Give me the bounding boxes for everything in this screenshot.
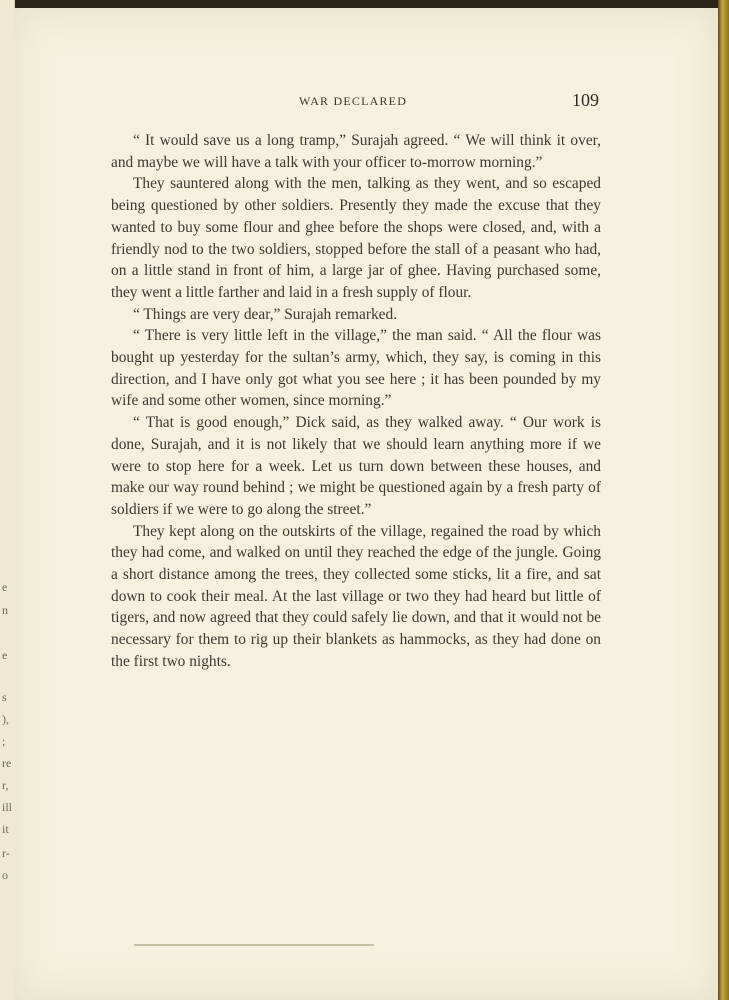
page-top-shadow	[14, 0, 729, 8]
page-header	[14, 90, 718, 114]
page-number: 109	[572, 90, 599, 110]
paragraph: They sauntered along with the men, talking as they went, and so escaped being questioned by other soldiers. Presently they made the excuse that they wanted to buy some flour and ghee before the shops were closed, and, with a friendly nod to the two soldiers, stopped before the stall of a peasant who had, on a little stand in front of him, a large jar of ghee. Having purchased some, they went a little farther and laid in a fresh supply of flour.	[111, 175, 601, 301]
bleed-text: ),	[2, 712, 9, 726]
paragraph: “ That is good enough,” Dick said, as they walked away. “ Our work is done, Surajah, and it is not likely that we should learn anything more if we were to stop here for a week. Let us turn down between these houses, and make our way round behind ; we might be questioned again by a fresh party of soldiers if we were to go along the street.”	[111, 414, 601, 518]
bleed-text: n	[2, 603, 8, 617]
bleed-text: re	[2, 756, 12, 770]
bleed-text: o	[2, 868, 8, 882]
paragraph: “ There is very little left in the village,” the man said. “ All the flour was bought up yesterday for the sultan’s army, which, they say, is coming in this direction, and I have only got what you see here ; it has been pounded by my wife and some other women, since morning.”	[111, 327, 601, 410]
facing-page-strip	[0, 0, 15, 1000]
book-gilt-edge	[718, 0, 729, 1000]
paragraph: They kept along on the outskirts of the village, regained the road by which they had come, and walked on until they reached the edge of the jungle. Going a short distance among the trees, they collected some sticks, lit a fire, and sat down to cook their meal. At the last village or two they had heard but little of tigers, and now agreed that they could safely lie down, and that it would not be necessary for them to rig up their blankets as hammocks, as they had done on the first two nights.	[111, 522, 601, 670]
bleed-text: ill	[2, 800, 13, 814]
bleed-text: r,	[2, 778, 9, 792]
bleed-text: it	[2, 822, 9, 836]
bleed-text: r-	[2, 846, 10, 860]
paragraph: “ Things are very dear,” Surajah remarked.	[133, 305, 398, 323]
bottom-rule	[134, 944, 374, 946]
paragraph: “ It would save us a long tramp,” Surajah agreed. “ We will think it over, and maybe we will have a talk with your officer to-morrow morning.”	[111, 132, 601, 171]
bleed-text: s	[2, 690, 7, 704]
bleed-text: ;	[2, 734, 6, 748]
running-head: WAR DECLARED	[299, 94, 408, 108]
bleed-text: e	[2, 648, 8, 662]
bleed-text: e	[2, 580, 8, 594]
book-page	[14, 8, 718, 1000]
body-text	[111, 130, 601, 673]
